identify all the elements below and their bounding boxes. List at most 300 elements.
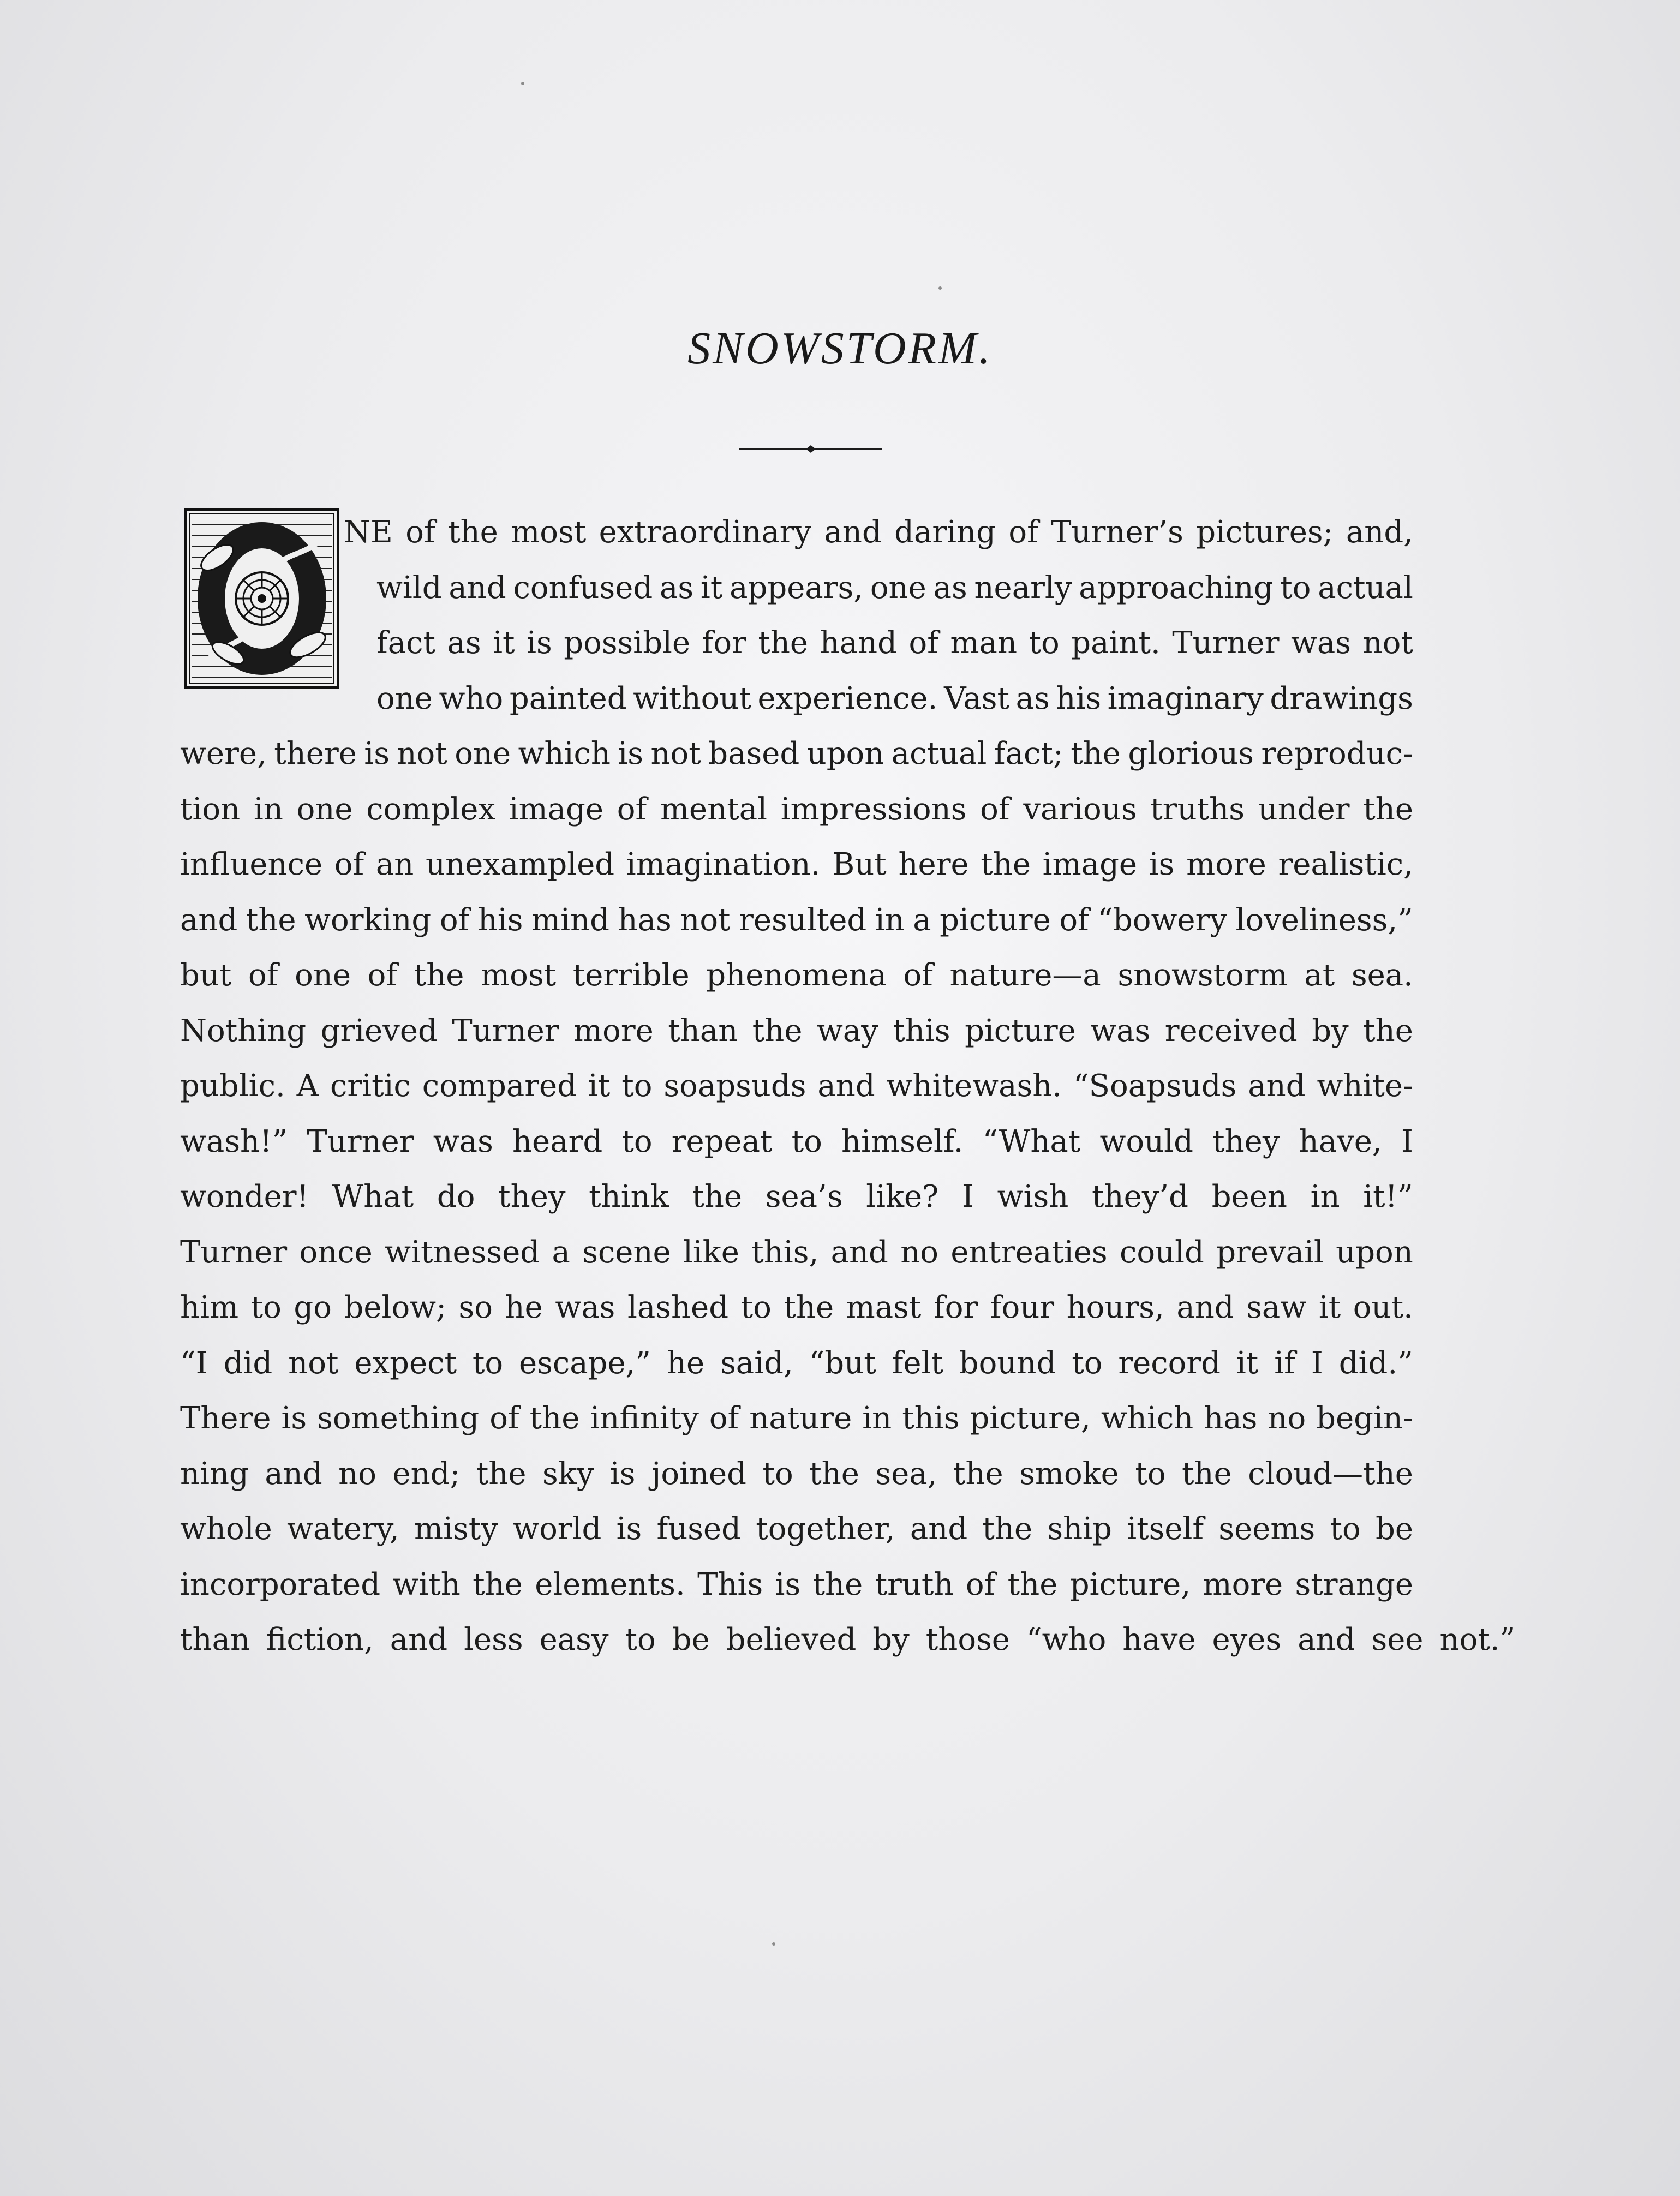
word: be [1375, 1511, 1413, 1547]
word: unexampled [426, 847, 615, 882]
word: the [1363, 1013, 1413, 1049]
word: of [965, 1566, 996, 1602]
word: heard [512, 1123, 603, 1159]
word: of [903, 958, 933, 993]
word: one [455, 736, 511, 771]
word: to [621, 1123, 653, 1159]
word: snowstorm [1117, 958, 1288, 993]
word: it [1318, 1290, 1341, 1325]
word: incorporated [180, 1566, 381, 1602]
word: less [464, 1622, 523, 1658]
word: tion [180, 791, 241, 827]
word: This [697, 1566, 763, 1602]
word: so [458, 1290, 493, 1325]
word: picture, [1069, 1566, 1191, 1602]
word: in [253, 791, 283, 827]
word: phenomena [706, 958, 887, 993]
word: terrible [572, 958, 690, 993]
word: “Soapsuds [1073, 1068, 1237, 1104]
word: Nothing [180, 1013, 307, 1049]
word: and [1298, 1622, 1355, 1658]
word: Vast [944, 680, 1010, 716]
word: one [870, 570, 926, 606]
word: by [1312, 1013, 1349, 1049]
word: believed [726, 1622, 857, 1658]
word: in [875, 902, 905, 938]
word: in [1310, 1179, 1340, 1214]
word: easy [539, 1622, 609, 1658]
word: to [1280, 570, 1311, 606]
word: not [650, 736, 701, 771]
word: loveliness,” [1235, 902, 1413, 938]
word: pictures; [1196, 514, 1334, 550]
word: the [692, 1179, 743, 1214]
word: is [364, 736, 390, 771]
word: more [573, 1013, 654, 1049]
word: as [1015, 680, 1050, 716]
word: smoke [1019, 1456, 1119, 1492]
word: in [862, 1401, 892, 1436]
word: extraordinary [599, 514, 812, 550]
word: to [791, 1123, 822, 1159]
word: but [180, 958, 232, 993]
word: it [493, 625, 515, 661]
word: repeat [671, 1123, 773, 1159]
word: has [1204, 1401, 1258, 1436]
word: is [609, 1456, 636, 1492]
word: than [668, 1013, 738, 1049]
word: misty [414, 1511, 498, 1547]
word: experience. [757, 680, 938, 716]
word: wild [376, 570, 442, 606]
text-line [376, 671, 1413, 727]
word: sea. [1351, 958, 1413, 993]
word: paint. [1071, 625, 1161, 661]
word: the [529, 1401, 580, 1436]
word: prevail [1216, 1234, 1324, 1270]
word: which [518, 736, 611, 771]
word: to [762, 1456, 793, 1492]
word: the [246, 902, 296, 938]
word: to [1029, 625, 1060, 661]
text-line [180, 1003, 1413, 1059]
text-line [180, 1501, 1413, 1557]
word: upon [1336, 1234, 1413, 1270]
word: to [625, 1622, 656, 1658]
word: like [683, 1234, 739, 1270]
word: he [505, 1290, 543, 1325]
word: was [555, 1290, 615, 1325]
word: of [248, 958, 278, 993]
word: this [893, 1013, 950, 1049]
word: eyes [1212, 1622, 1282, 1658]
word: have [1122, 1622, 1196, 1658]
word: the [414, 958, 464, 993]
word: fact; [994, 736, 1063, 771]
word: of [367, 958, 398, 993]
word: elements. [535, 1566, 685, 1602]
word: to [1135, 1456, 1166, 1492]
word: possible [564, 625, 691, 661]
word: to [740, 1290, 772, 1325]
word: to [621, 1068, 653, 1104]
word: not [288, 1345, 339, 1381]
article-body [180, 505, 1516, 1668]
word: and [824, 514, 882, 550]
text-line [180, 1557, 1413, 1613]
word: do [437, 1179, 475, 1214]
word: to [1330, 1511, 1361, 1547]
word: A [296, 1068, 319, 1104]
word: is [618, 736, 644, 771]
word: impressions [780, 791, 967, 827]
word: public. [180, 1068, 285, 1104]
text-line [180, 1169, 1413, 1225]
word: and [390, 1622, 448, 1658]
word: did [223, 1345, 273, 1381]
word: approaching [1079, 570, 1274, 606]
word: and [830, 1234, 888, 1270]
word: entreaties [950, 1234, 1108, 1270]
paper-speck [521, 82, 524, 85]
word: not [397, 736, 447, 771]
word: working [304, 902, 432, 938]
word: watery, [287, 1511, 399, 1547]
word: his [477, 902, 523, 938]
word: critic [330, 1068, 411, 1104]
word: I [1311, 1345, 1323, 1381]
text-line [344, 505, 1413, 560]
word: one [296, 791, 353, 827]
word: wonder! [180, 1179, 309, 1214]
word: “What [982, 1123, 1081, 1159]
word: been [1211, 1179, 1287, 1214]
word: actual [891, 736, 987, 771]
word: imagination. [626, 847, 821, 882]
word: and [180, 902, 238, 938]
word: most [481, 958, 557, 993]
word: fact [376, 625, 435, 661]
word: not [1362, 625, 1413, 661]
word: picture, [970, 1401, 1091, 1436]
word: image [1042, 847, 1138, 882]
word: they [1212, 1123, 1280, 1159]
word: of [1008, 514, 1038, 550]
word: the [448, 514, 498, 550]
word: was [433, 1123, 493, 1159]
word: nearly [974, 570, 1072, 606]
word: if [1274, 1345, 1295, 1381]
word: be [672, 1622, 710, 1658]
word: the [809, 1456, 859, 1492]
word: received [1164, 1013, 1298, 1049]
word: mind [531, 902, 609, 938]
word: without [633, 680, 751, 716]
word: hand [820, 625, 897, 661]
word: sea, [875, 1456, 937, 1492]
word: mast [846, 1290, 922, 1325]
word: lashed [627, 1290, 729, 1325]
word: truth [875, 1566, 954, 1602]
word: seems [1218, 1511, 1316, 1547]
word: saw [1246, 1290, 1307, 1325]
word: and [1176, 1290, 1234, 1325]
word: expect [354, 1345, 457, 1381]
word: the [1182, 1456, 1232, 1492]
word: once [299, 1234, 373, 1270]
word: below; [344, 1290, 446, 1325]
word: and [910, 1511, 968, 1547]
word: of [1059, 902, 1089, 938]
word: four [990, 1290, 1055, 1325]
page-title: SNOWSTORM. [687, 323, 993, 374]
word: Turner [452, 1013, 559, 1049]
word: something [317, 1401, 480, 1436]
word: picture [965, 1013, 1076, 1049]
word: I [961, 1179, 974, 1214]
word: as [659, 570, 694, 606]
word: like? [866, 1179, 939, 1214]
word: of [439, 902, 470, 938]
word: image [509, 791, 604, 827]
paper-speck [772, 1942, 775, 1946]
word: Turner’s [1051, 514, 1183, 550]
word: of [908, 625, 938, 661]
word: end; [392, 1456, 461, 1492]
word: “who [1026, 1622, 1107, 1658]
word: mental [660, 791, 768, 827]
word: NE [344, 514, 393, 550]
word: of [405, 514, 435, 550]
word: Turner [1172, 625, 1280, 661]
word: and [1248, 1068, 1306, 1104]
word: daring [894, 514, 996, 550]
word: to [1072, 1345, 1103, 1381]
word: with [392, 1566, 461, 1602]
word: of [980, 791, 1010, 827]
word: here [898, 847, 969, 882]
word: the [1071, 736, 1121, 771]
word: as [933, 570, 967, 606]
word: But [832, 847, 887, 882]
word: nature—a [949, 958, 1101, 993]
word: it [700, 570, 723, 606]
word: which [1101, 1401, 1194, 1436]
text-line [180, 1114, 1413, 1170]
word: escape,” [518, 1345, 651, 1381]
word: to [472, 1345, 504, 1381]
word: soapsuds [663, 1068, 806, 1104]
word: him [180, 1290, 239, 1325]
word: nature [749, 1401, 852, 1436]
word: bound [959, 1345, 1056, 1381]
word: by [872, 1622, 910, 1658]
word: various [1023, 791, 1137, 827]
text-line [180, 726, 1413, 782]
word: reproduc- [1261, 736, 1413, 771]
word: is [281, 1401, 307, 1436]
word: the [473, 1566, 523, 1602]
word: have, [1299, 1123, 1382, 1159]
word: go [294, 1290, 332, 1325]
word: and, [1346, 514, 1413, 550]
word: confused [513, 570, 653, 606]
word: itself [1127, 1511, 1204, 1547]
text-line [180, 1391, 1413, 1446]
word: the [476, 1456, 527, 1492]
word: hours, [1066, 1290, 1164, 1325]
word: complex [366, 791, 495, 827]
word: the [812, 1566, 863, 1602]
word: of [617, 791, 647, 827]
word: realistic, [1278, 847, 1413, 882]
word: sea’s [765, 1179, 843, 1214]
word: Turner [307, 1123, 414, 1159]
text-line [180, 1058, 1413, 1114]
word: the [758, 625, 809, 661]
word: grieved [320, 1013, 438, 1049]
word: whole [180, 1511, 272, 1547]
word: most [511, 514, 587, 550]
word: and [817, 1068, 875, 1104]
word: there [274, 736, 357, 771]
word: they [498, 1179, 566, 1214]
word: “I [180, 1345, 208, 1381]
word: the [784, 1290, 834, 1325]
text-line [180, 782, 1413, 837]
word: it!” [1363, 1179, 1413, 1214]
word: ning [180, 1456, 249, 1492]
word: one [376, 680, 433, 716]
text-line [180, 1280, 1413, 1336]
word: wish [997, 1179, 1069, 1214]
word: at [1304, 958, 1335, 993]
text-line [180, 1225, 1413, 1280]
word: “but [809, 1345, 876, 1381]
word: white- [1317, 1068, 1413, 1104]
word: drawings [1270, 680, 1413, 716]
text-line [180, 893, 1413, 948]
word: under [1258, 791, 1350, 827]
text-line [376, 560, 1413, 616]
word: was [1090, 1013, 1151, 1049]
word: to [250, 1290, 282, 1325]
word: has [618, 902, 672, 938]
word: fused [656, 1511, 742, 1547]
word: upon [806, 736, 884, 771]
word: whitewash. [886, 1068, 1062, 1104]
word: strange [1295, 1566, 1413, 1602]
word: the [1363, 791, 1413, 827]
word: the [752, 1013, 803, 1049]
word: and [449, 570, 506, 606]
word: is [1149, 847, 1175, 882]
word: wash!” [180, 1123, 288, 1159]
word: scene [582, 1234, 671, 1270]
word: glorious [1128, 736, 1254, 771]
word: painted [509, 680, 627, 716]
word: it [1236, 1345, 1259, 1381]
word: together, [756, 1511, 895, 1547]
word: is [616, 1511, 642, 1547]
paper-speck [938, 286, 942, 290]
text-line [180, 1446, 1413, 1502]
word: imaginary [1107, 680, 1264, 716]
word: not.” [1439, 1622, 1516, 1658]
word: There [180, 1401, 271, 1436]
word: for [702, 625, 746, 661]
word: infinity [590, 1401, 699, 1436]
word: not [680, 902, 731, 938]
word: Turner [180, 1234, 288, 1270]
word: way [816, 1013, 878, 1049]
word: I [1401, 1123, 1413, 1159]
word: actual [1318, 570, 1413, 606]
word: it [588, 1068, 611, 1104]
text-line [376, 615, 1413, 671]
word: those [925, 1622, 1010, 1658]
text-line [180, 948, 1413, 1003]
word: and [265, 1456, 322, 1492]
word: were, [180, 736, 267, 771]
title-ornament-rule [739, 443, 882, 455]
word: the [981, 847, 1031, 882]
word: said, [720, 1345, 793, 1381]
word: resulted [739, 902, 867, 938]
word: based [708, 736, 800, 771]
word: fiction, [266, 1622, 374, 1658]
word: truths [1150, 791, 1245, 827]
word: is [527, 625, 552, 661]
word: “bowery [1097, 902, 1227, 938]
word: himself. [841, 1123, 964, 1159]
word: What [332, 1179, 414, 1214]
word: an [375, 847, 414, 882]
word: the [982, 1511, 1033, 1547]
word: begin- [1316, 1401, 1413, 1436]
word: see [1371, 1622, 1424, 1658]
word: would [1099, 1123, 1193, 1159]
word: this [902, 1401, 960, 1436]
word: no [900, 1234, 938, 1270]
word: appears, [730, 570, 864, 606]
word: a [552, 1234, 570, 1270]
word: a [913, 902, 931, 938]
word: think [589, 1179, 669, 1214]
word: more [1203, 1566, 1283, 1602]
word: could [1119, 1234, 1204, 1270]
word: his [1056, 680, 1102, 716]
word: the [953, 1456, 1003, 1492]
word: one [295, 958, 351, 993]
word: record [1118, 1345, 1221, 1381]
word: was [1290, 625, 1352, 661]
word: picture [940, 902, 1051, 938]
word: is [775, 1566, 801, 1602]
word: than [180, 1622, 250, 1658]
word: more [1186, 847, 1266, 882]
word: sky [542, 1456, 594, 1492]
text-line [180, 1612, 1516, 1668]
word: as [447, 625, 481, 661]
text-line [180, 1336, 1413, 1391]
word: of [334, 847, 364, 882]
word: he [666, 1345, 705, 1381]
word: no [338, 1456, 376, 1492]
word: felt [892, 1345, 943, 1381]
word: of [709, 1401, 739, 1436]
word: this, [751, 1234, 819, 1270]
